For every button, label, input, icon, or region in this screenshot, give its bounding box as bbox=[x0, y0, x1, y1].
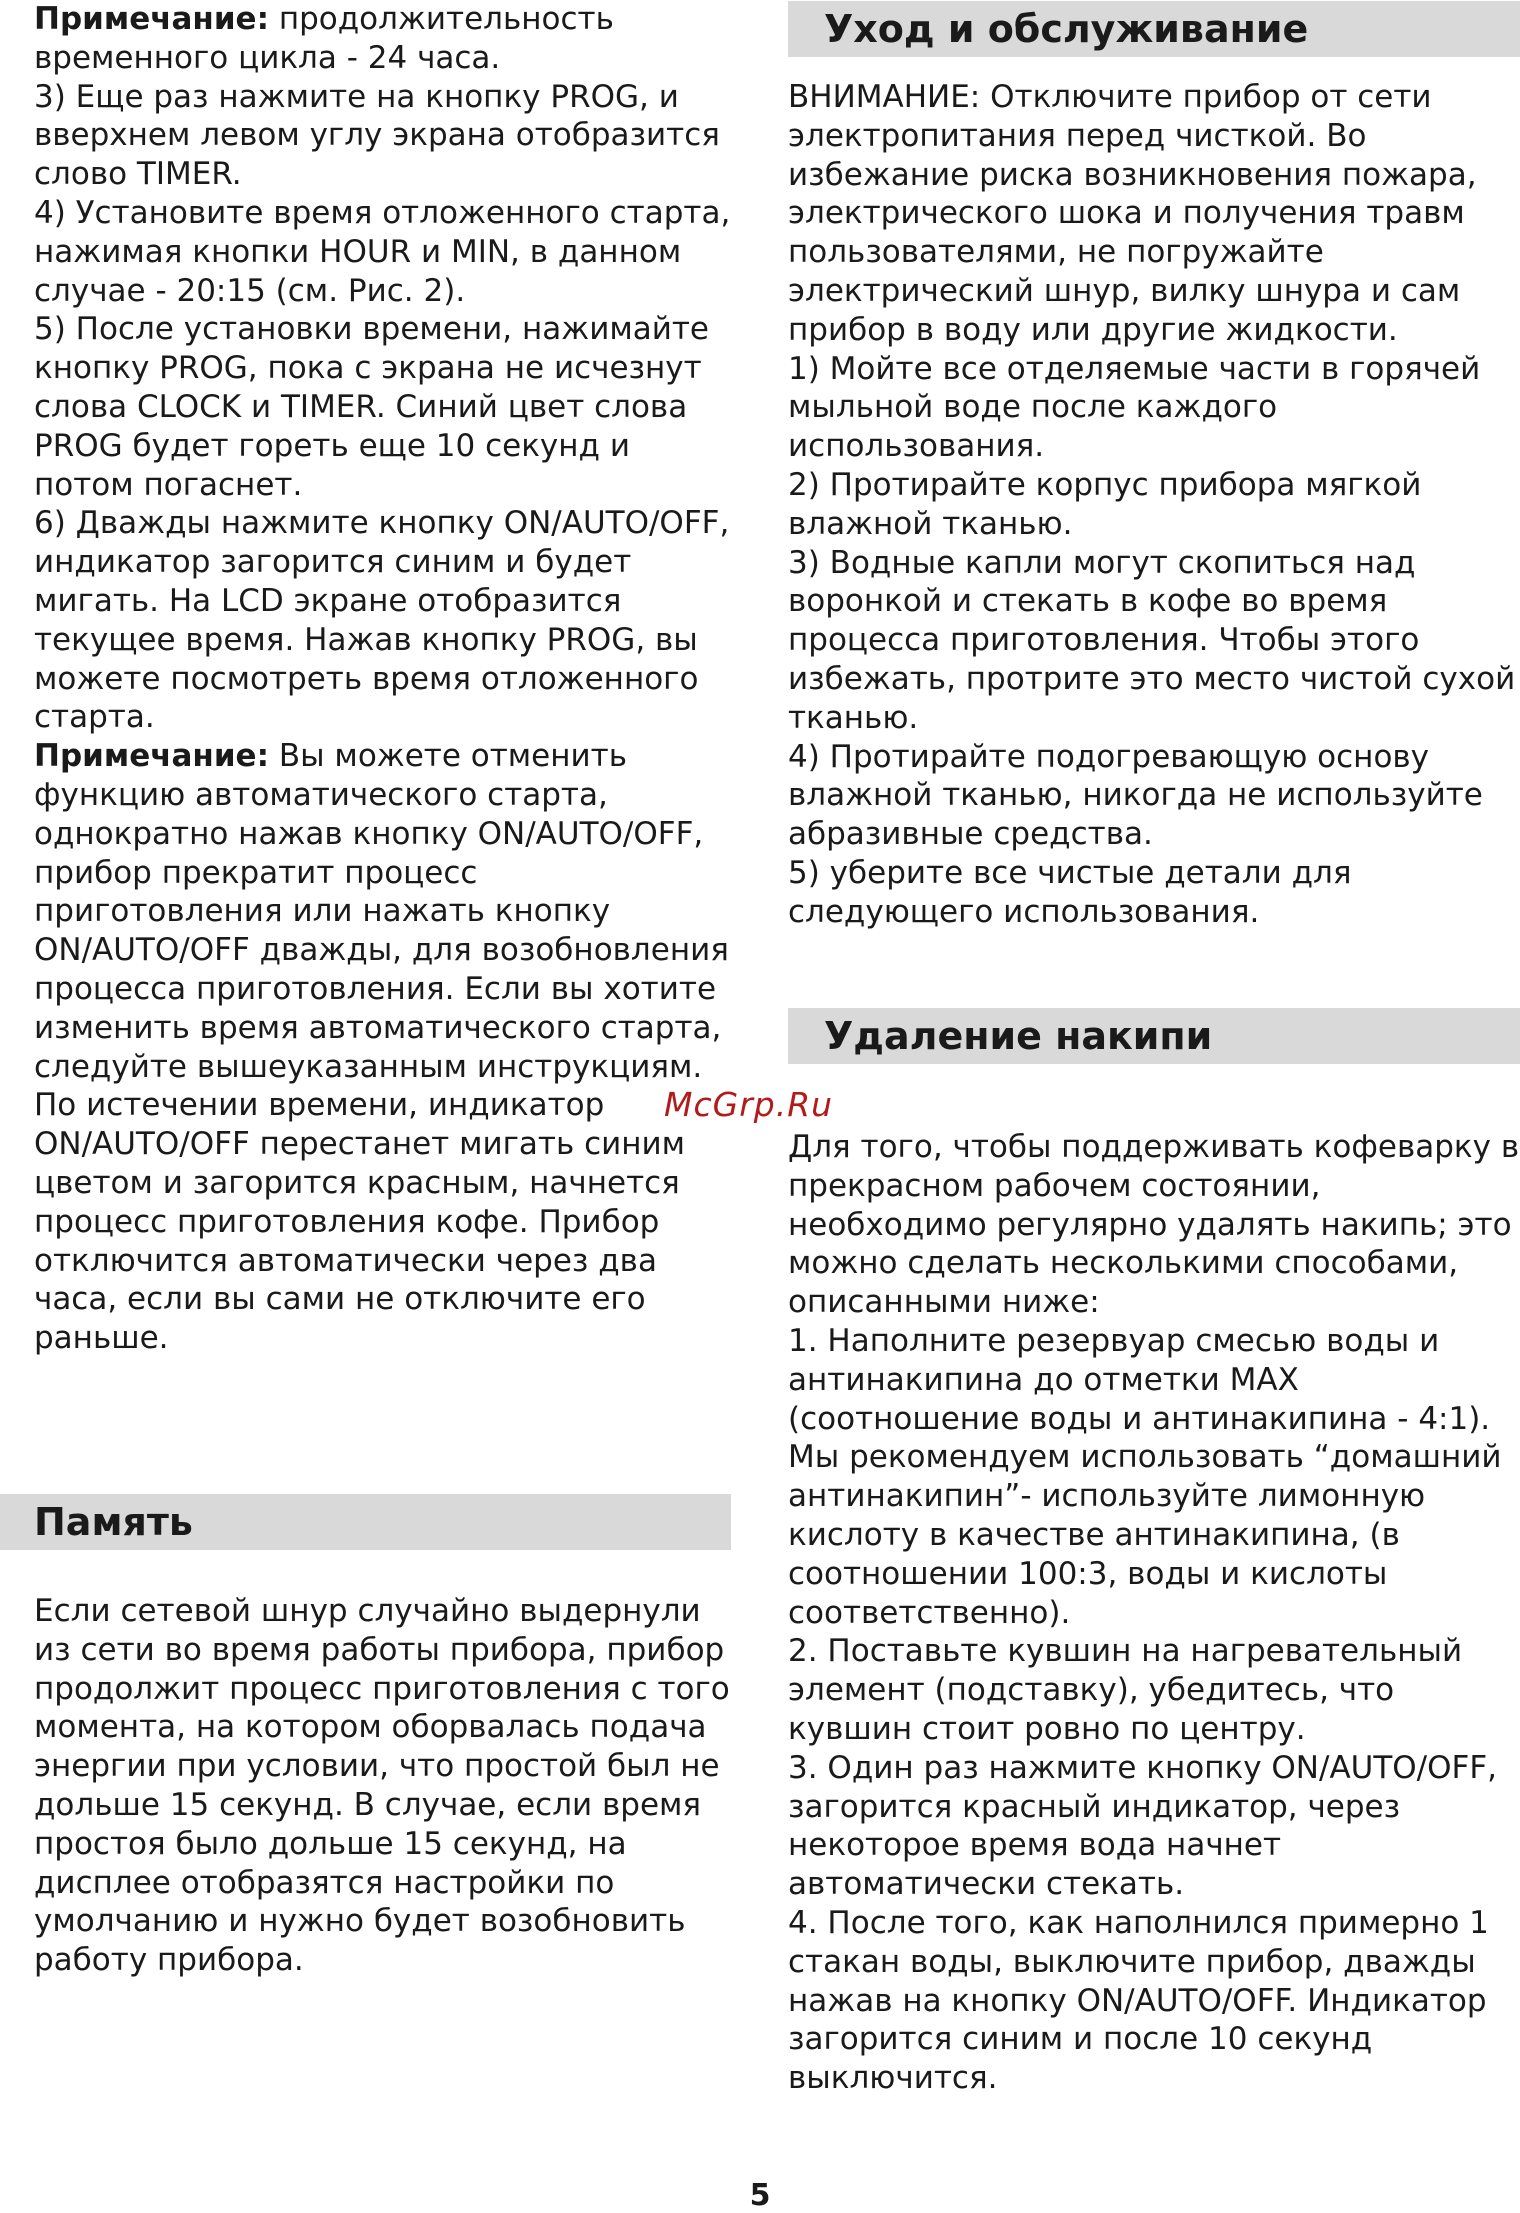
watermark: McGrp.Ru bbox=[664, 1085, 834, 1124]
paragraph: 4) Протирайте подогревающую основу влажной тканью, никогда не используйте абразивные средства. bbox=[788, 738, 1483, 853]
paragraph: 4) Установите время отложенного старта, нажимая кнопки HOUR и MIN, в данном случае - 20:15 (см. Рис. 2). bbox=[34, 194, 731, 309]
paragraph: 3) Еще раз нажмите на кнопку PROG, и вверхнем левом углу экрана отобразится слово TIMER. bbox=[34, 78, 720, 193]
paragraph: 2) Протирайте корпус прибора мягкой влажной тканью. bbox=[788, 466, 1422, 542]
paragraph: 3) Водные капли могут скопиться над воронкой и стекать в кофе во время процесса приготовления. Чтобы этого избежать, протрите это место чистой сухой тканью. bbox=[788, 544, 1516, 736]
paragraph: 1) Мойте все отделяемые части в горячей мыльной воде после каждого использования. bbox=[788, 350, 1481, 465]
left-column bbox=[34, 0, 734, 1358]
paragraph: 6) Дважды нажмите кнопку ON/AUTO/OFF, индикатор загорится синим и будет мигать. На LCD экране отобразится текущее время. Нажав кнопку PROG, вы можете посмотреть время отложенного старта. bbox=[34, 505, 730, 736]
paragraph: 4. После того, как наполнился примерно 1 стакан воды, выключите прибор, дважды нажав на кнопку ON/AUTO/OFF. Индикатор загорится синим и после 10 секунд выключится. bbox=[788, 1904, 1489, 2097]
section-heading: Удаление накипи bbox=[824, 1014, 1213, 1058]
paragraph: По истечении времени, индикатор ON/AUTO/OFF перестанет мигать синим цветом и загорится красным, начнется процесс приготовления кофе. Прибор отключится автоматически через два часа, если вы сами не отключите его раньше. bbox=[34, 1087, 686, 1357]
paragraph: 5) После установки времени, нажимайте кнопку PROG, пока с экрана не исчезнут слова CLOCK и TIMER. Синий цвет слова PROG будет гореть еще 10 секунд и потом погаснет. bbox=[34, 311, 710, 503]
section-heading-band bbox=[788, 1, 1520, 57]
paragraph: 2. Поставьте кувшин на нагревательный элемент (подставку), убедитесь, что кувшин стоит ровно по центру. bbox=[788, 1633, 1463, 1747]
section-heading: Память bbox=[34, 1500, 193, 1544]
page-number: 5 bbox=[749, 2178, 771, 2213]
paragraph: Примечание: продолжительность временного цикла - 24 часа. bbox=[34, 1, 614, 76]
paragraph: ВНИМАНИЕ: Отключите прибор от сети электропитания перед чисткой. Во избежание риска возникновения пожара, электрического шока и получения травм пользователями, не погружайте электрический шнур, вилку шнура и сам прибор в воду или другие жидкости. bbox=[788, 79, 1477, 348]
paragraph: 5) уберите все чистые детали для следующего использования. bbox=[788, 854, 1352, 930]
section-heading-band bbox=[0, 1494, 731, 1550]
paragraph: Если сетевой шнур случайно выдернули из сети во время работы прибора, прибор продолжит процесс приготовления с того момента, на котором оборвалась подача энергии при условии, что простой был не дольше 15 секунд. В случае, если время простоя было дольше 15 секунд, на дисплее отобразятся настройки по умолчанию и нужно будет возобновить работу прибора. bbox=[34, 1593, 730, 1979]
left-text-block bbox=[34, 0, 734, 1358]
care-section bbox=[788, 78, 1520, 932]
section-heading-band bbox=[788, 1008, 1520, 1064]
descale-section bbox=[788, 1128, 1520, 2098]
section-heading: Уход и обслуживание bbox=[824, 7, 1309, 51]
memory-section bbox=[34, 1592, 734, 1980]
paragraph: Для того, чтобы поддерживать кофеварку в прекрасном рабочем состоянии, необходимо регулярно удалять накипь; это можно сделать несколькими способами, описанными ниже: bbox=[788, 1129, 1520, 1321]
paragraph: 1. Наполните резервуар смесью воды и антинакипина до отметки MAX (соотношение воды и антинакипина - 4:1). Мы рекомендуем использовать “домашний антинакипин”- используйте лимонную кислоту в качестве антинакипина, (в соотношении 100:3, воды и кислоты соответственно). bbox=[788, 1322, 1502, 1631]
paragraph: 3. Один раз нажмите кнопку ON/AUTO/OFF, загорится красный индикатор, через некоторое время вода начнет автоматически стекать. bbox=[788, 1749, 1498, 1903]
paragraph: Примечание: Вы можете отменить функцию автоматического старта, однократно нажав кнопку ON/AUTO/OFF, прибор прекратит процесс приготовления или нажать кнопку ON/AUTO/OFF дважды, для возобновления процесса приготовления. Если вы хотите изменить время автоматического старта, следуйте вышеуказанным инструкциям. bbox=[34, 738, 729, 1085]
